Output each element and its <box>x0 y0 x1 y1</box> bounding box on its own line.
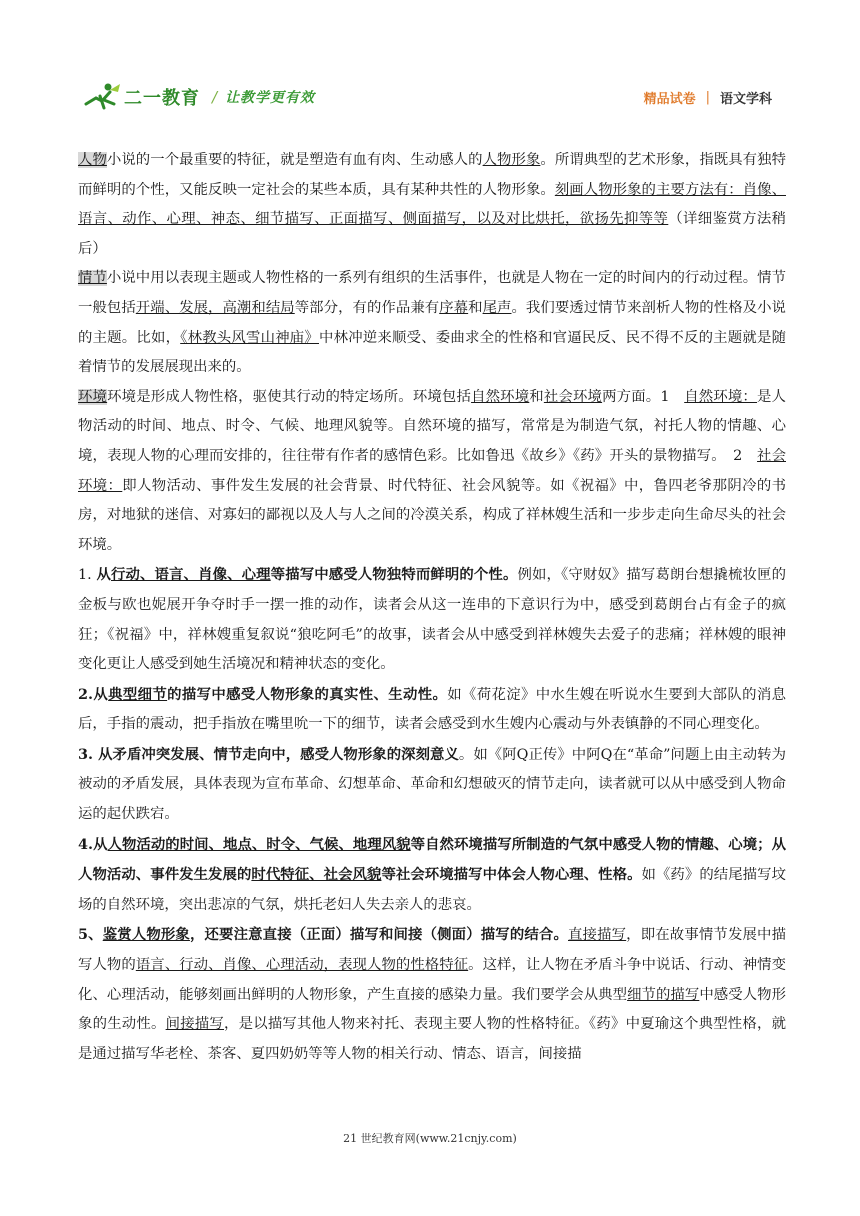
label-separator: | <box>705 90 710 105</box>
paragraph-character <box>78 146 786 264</box>
label-quality: 精品试卷 <box>643 92 696 107</box>
text: 小说中用以表现主题或人物性格的一系列有组织的生活事件，也就是人物在一定的时间内的行动过程。情节一般包括 <box>78 270 786 316</box>
underlined-text: 自然环境 <box>471 388 530 405</box>
text: 如《药》的结尾描写坟场的自然环境，突出悲凉的气氛，烘托老妇人失去亲人的悲哀。 <box>78 867 786 913</box>
underlined-text: 开端、发展，高潮和结局 <box>135 299 295 316</box>
underlined-text: 人物形象 <box>482 152 541 168</box>
section-2 <box>78 680 786 740</box>
section-number: 3. <box>78 745 99 763</box>
paragraph-environment <box>78 383 786 561</box>
bold-underlined-text: 典型细节 <box>108 685 168 703</box>
text: 如《荷花淀》中水生嫂在听说水生要到大部队的消息后，手指的震动，把手指放在嘴里吮一下的细节，读者会感受到水生嫂内心震动与外表镇静的不同心理变化。 <box>78 686 786 733</box>
text: 小说的一个最重要的特征，就是塑造有血有肉、生动感人的 <box>106 152 483 168</box>
bold-underlined-text: 行动、语言、肖像、心理 <box>110 566 271 584</box>
underlined-text: 尾声 <box>482 299 512 316</box>
tag-plot: 情节 <box>78 270 107 287</box>
bold-text: 从矛盾冲突发展、情节走向中，感受人物形象的深刻意义 <box>98 745 459 763</box>
text: 和 <box>468 299 483 316</box>
text: 。如《阿Q正传》中阿Q在“革命”问题上由主动转为被动的矛盾发展，具体表现为宣布革命、幻想革命、革命和幻想破灭的情节走向，读者就可以从中感受到人物命运的起伏跌宕。 <box>78 746 786 823</box>
underlined-text: 社会环境 <box>543 388 603 405</box>
header-labels <box>644 88 772 107</box>
text: 中林冲逆来顺受、委曲求全的性格和官逼民反、民不得不反的主题就是随着情节的发展展现出来的。 <box>78 329 786 376</box>
page-footer: 21 世纪教育网(www.21cnjy.com) <box>343 1132 517 1145</box>
text: 和 <box>529 388 544 405</box>
tag-environment: 环境 <box>78 388 108 405</box>
text: （详细鉴赏方法稍后） <box>78 211 786 257</box>
text: 中感受人物形象的生动性。 <box>78 986 786 1033</box>
bold-text: 从 <box>96 566 111 584</box>
text: ，即在故事情节发展中描写人物的 <box>78 927 786 974</box>
bold-text: 从 <box>93 835 108 853</box>
bold-text: 等自然环境描写所制造的气氛中感受人物的情趣、心境；从人物活动、事件发生发展的 <box>78 835 786 884</box>
brand-separator: / <box>212 88 218 106</box>
brand-slogan: 让教学更有效 <box>225 90 316 106</box>
text: 。所谓典型的艺术形象，指既具有独特而鲜明的个性，又能反映一定社会的某些本质，具有某种共性的人物形象。 <box>78 152 786 198</box>
underlined-text: 间接描写 <box>165 1016 225 1033</box>
bold-text: 等社会环境描写中体会人物心理、性格。 <box>381 866 642 884</box>
brand-logo <box>82 80 315 114</box>
text: 等部分，有的作品兼有 <box>294 299 440 316</box>
document-body <box>78 146 786 1069</box>
section-number: 1. <box>78 567 97 584</box>
underlined-text: 序幕 <box>439 299 469 316</box>
section-5 <box>78 920 786 1069</box>
section-number: 5、 <box>78 926 103 944</box>
text: 是人物活动的时间、地点、时令、气候、地理风貌等。自然环境的描写，常常是为制造气氛，衬托人物的情趣、心境，表现人物的心理而安排的，往往带有作者的感情色彩。比如鲁迅《故乡》《药》开头的景物描写。 2 <box>78 388 786 464</box>
underlined-text: 社会环境： <box>78 447 786 494</box>
underlined-text: 直接描写 <box>568 927 627 944</box>
section-3 <box>78 740 786 830</box>
text: 环境是形成人物性格，驱使其行动的特定场所。环境包括 <box>107 388 472 405</box>
brand-name: 二一教育 <box>124 88 200 109</box>
text: 例如，《守财奴》描写葛朗台想撬梳妆匣的金板与欧也妮展开争夺时手一摆一推的动作，读者会从这一连串的下意识行为中，感受到葛朗台占有金子的疯狂；《祝福》中，祥林嫂重复叙说“狼吃阿毛”的故事，读者会从中感受到祥林嫂失去爱子的悲痛；祥林嫂的眼神变化更让人感受到她生活境况和精神状态的变化。 <box>78 567 786 673</box>
label-subject: 语文学科 <box>719 92 772 107</box>
running-man-icon <box>82 82 122 112</box>
section-number: 2. <box>78 685 94 703</box>
bold-underlined-text: 鉴赏人物形象 <box>102 926 190 944</box>
text: 即人物活动、事件发生发展的社会背景、时代特征、社会风貌等。如《祝福》中，鲁四老爷那阴冷的书房，对地狱的迷信、对寡妇的鄙视以及人与人之间的冷漠关系，构成了祥林嫂生活和一步步走向生命尽头的社会环境。 <box>78 477 786 553</box>
bold-text: 等描写中感受人物独特而鲜明的个性。 <box>270 566 518 584</box>
underlined-text: 《林教头风雪山神庙》 <box>180 329 319 346</box>
page-header <box>82 80 782 114</box>
section-4 <box>78 830 786 921</box>
text: 两方面。1 <box>602 388 685 405</box>
text: 。这样，让人物在矛盾斗争中说话、行动、神情变化、心理活动，能够刻画出鲜明的人物形象，产生直接的感染力量。我们要学会从典型 <box>78 957 786 1003</box>
text: 。我们要透过情节来剖析人物的性格及小说的主题。比如， <box>78 299 786 346</box>
underlined-text: 语言、行动、肖像、心理活动，表现人物的性格特征 <box>135 957 469 974</box>
paragraph-plot <box>78 264 786 382</box>
bold-underlined-text: 人物活动的时间、地点、时令、气候、地理风貌 <box>107 835 411 853</box>
section-1 <box>78 560 786 679</box>
bold-text: 的描写中感受人物形象的真实性、生动性。 <box>167 685 448 703</box>
underlined-text: 自然环境： <box>684 388 757 405</box>
section-number: 4. <box>78 835 94 853</box>
tag-character: 人物 <box>78 152 107 168</box>
underlined-text: 刻画人物形象的主要方法有：肖像、语言、动作、心理、神态、细节描写、正面描写、侧面描写，以及对比烘托，欲扬先抑等等 <box>78 181 786 228</box>
bold-text: 从 <box>93 685 109 703</box>
bold-text: ，还要注意直接（正面）描写和间接（侧面）描写的结合。 <box>189 926 568 944</box>
underlined-text: 细节的描写 <box>627 986 700 1003</box>
text: ，是以描写其他人物来衬托、表现主要人物的性格特征。《药》中夏瑜这个典型性格，就是通过描写华老栓、茶客、夏四奶奶等等人物的相关行动、情态、语言，间接描 <box>78 1016 786 1062</box>
bold-underlined-text: 时代特征、社会风貌 <box>251 866 382 884</box>
